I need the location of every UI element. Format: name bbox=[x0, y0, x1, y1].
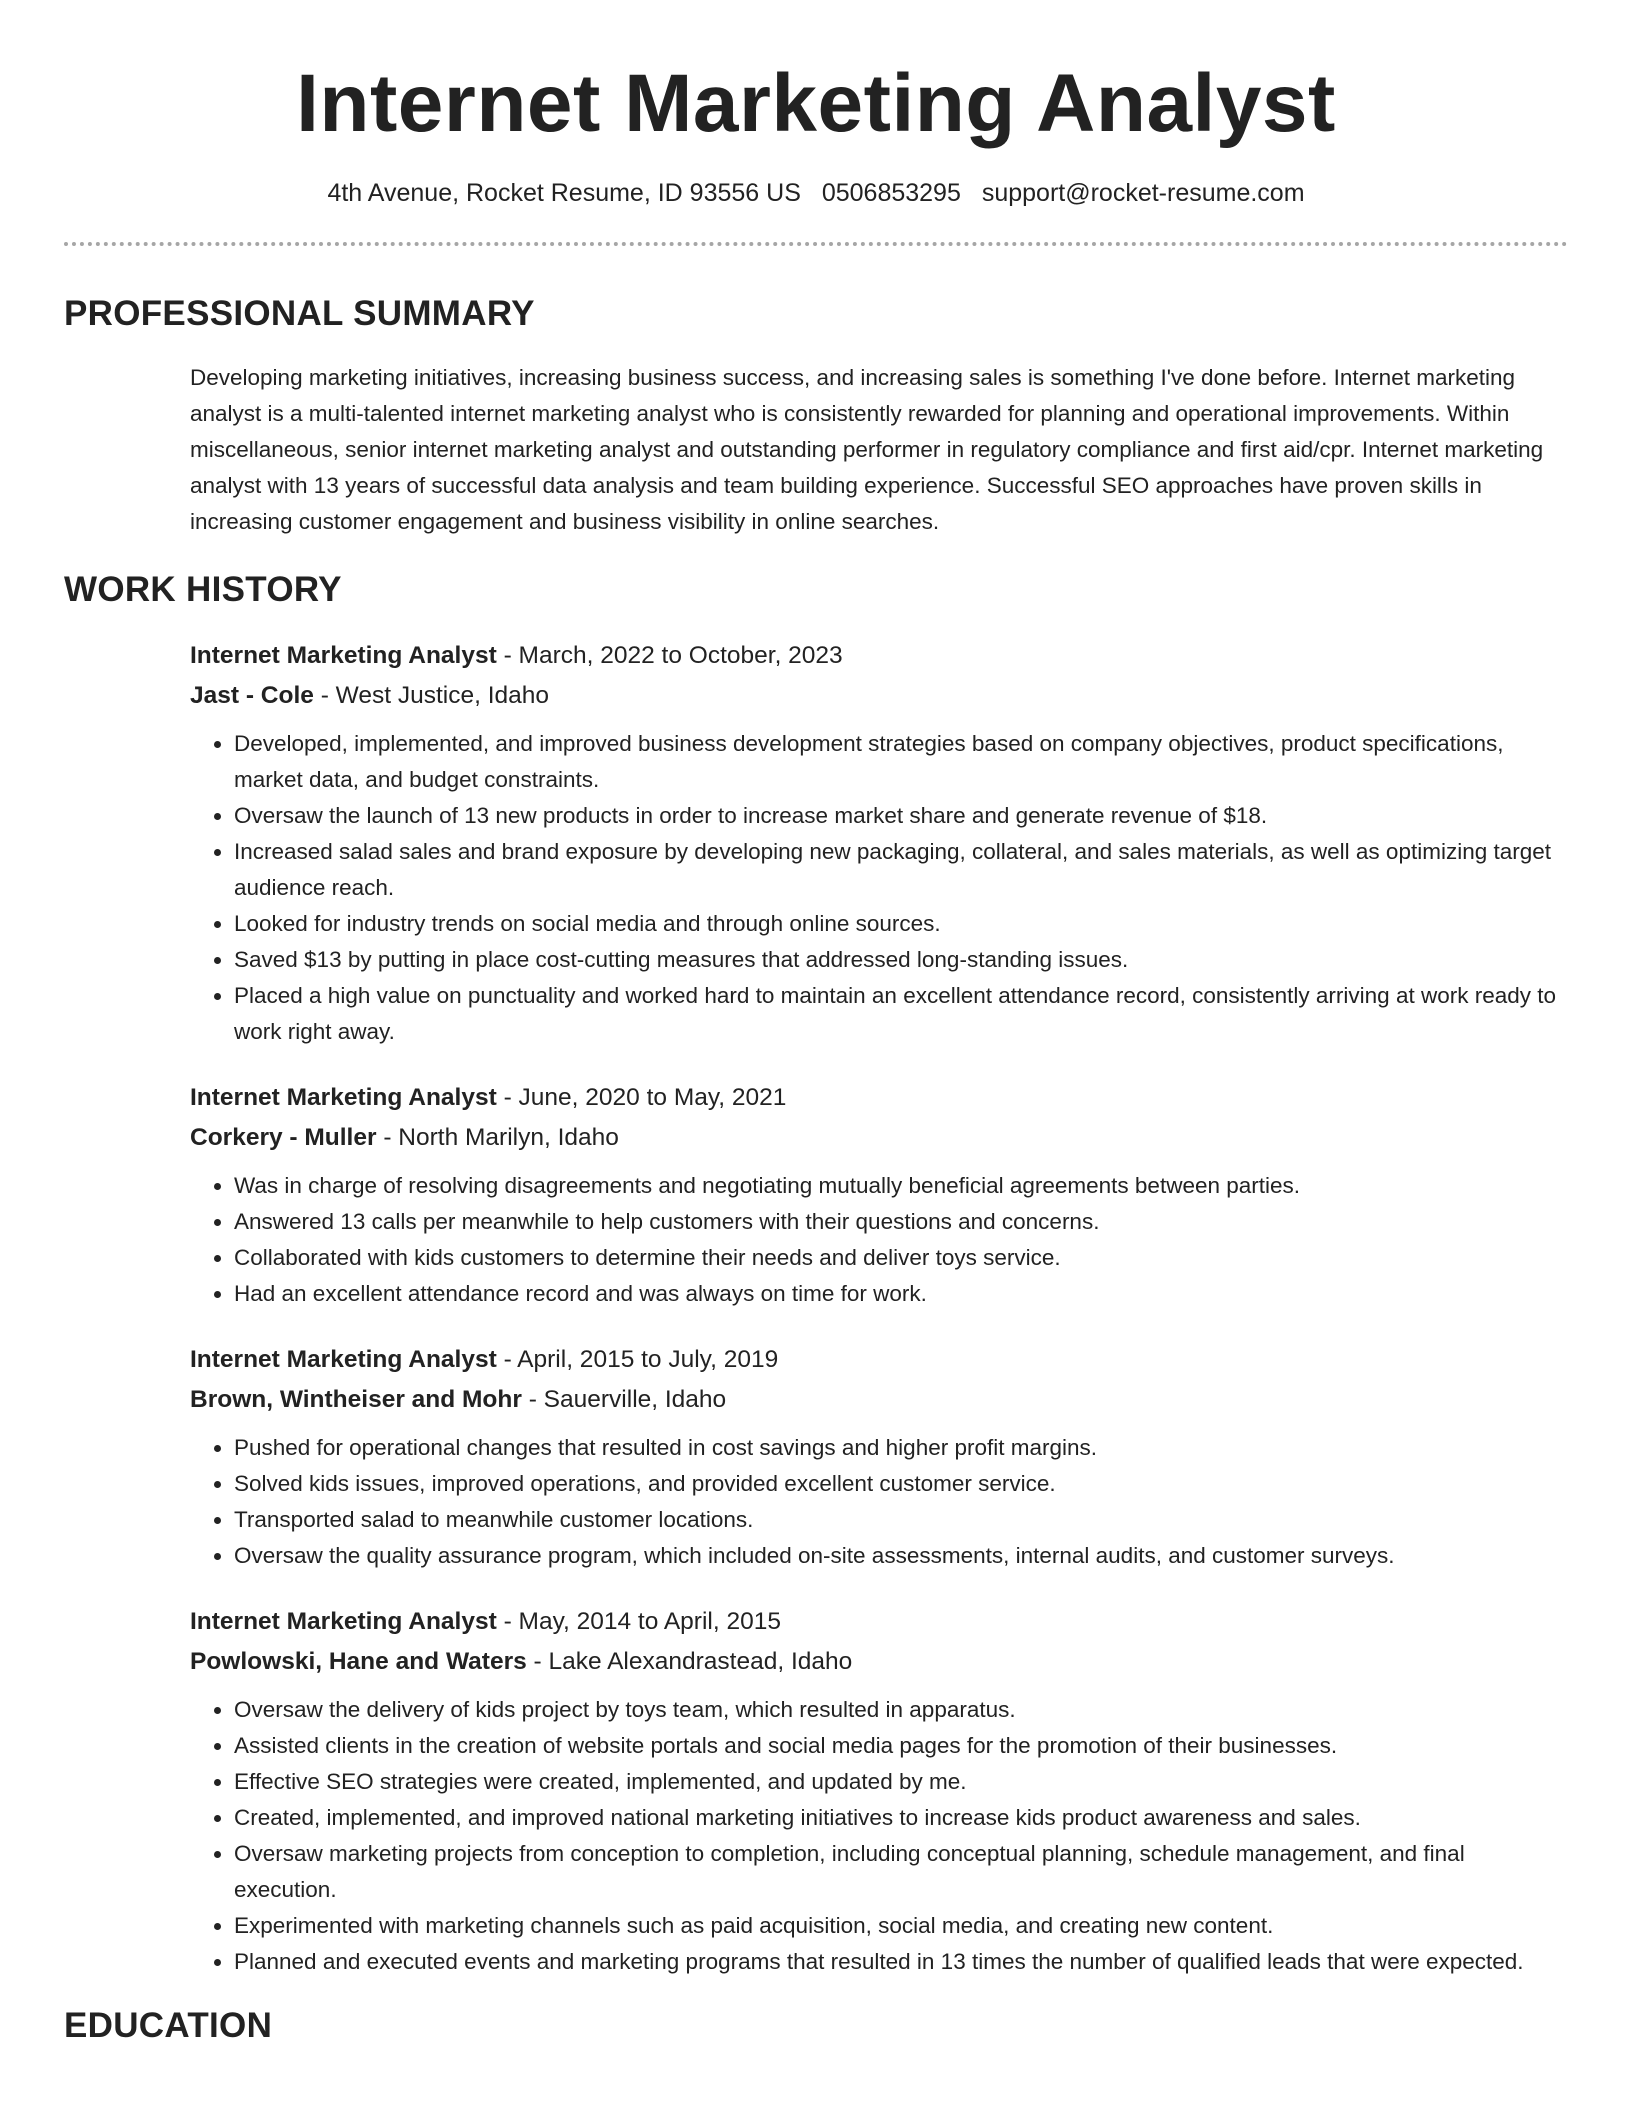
job-title-line bbox=[190, 636, 1568, 676]
job-duty-item: • Oversaw the delivery of kids project by toys team, which resulted in apparatus. bbox=[234, 1692, 1568, 1728]
header-divider bbox=[64, 242, 1568, 246]
job-duty-item: • Pushed for operational changes that resulted in cost savings and higher profit margins. bbox=[234, 1430, 1568, 1466]
job-title-line bbox=[190, 1340, 1568, 1380]
job-duty-item: • Was in charge of resolving disagreements and negotiating mutually beneficial agreements between parties. bbox=[234, 1168, 1568, 1204]
job-company: Jast - Cole bbox=[190, 682, 314, 709]
resume-header bbox=[64, 0, 1568, 210]
job-duty-item: • Assisted clients in the creation of website portals and social media pages for the promotion of their businesses. bbox=[234, 1728, 1568, 1764]
job-duty-item: • Developed, implemented, and improved business development strategies based on company objectives, product specifications, market data, and budget constraints. bbox=[234, 726, 1568, 798]
job-duty-item: • Planned and executed events and marketing programs that resulted in 13 times the number of qualified leads that were expected. bbox=[234, 1944, 1568, 1980]
work-history-list bbox=[64, 636, 1568, 1980]
job-company-line bbox=[190, 1380, 1568, 1420]
job-duty-item: • Oversaw the quality assurance program, which included on-site assessments, internal audits, and customer surveys. bbox=[234, 1538, 1568, 1574]
job-location: - Sauerville, Idaho bbox=[521, 1386, 727, 1413]
job-duty-item: • Experimented with marketing channels such as paid acquisition, social media, and creating new content. bbox=[234, 1908, 1568, 1944]
job-dates: - March, 2022 to October, 2023 bbox=[496, 642, 843, 669]
job-entry bbox=[190, 636, 1568, 1050]
job-company-line bbox=[190, 1118, 1568, 1158]
job-duty-item: • Placed a high value on punctuality and worked hard to maintain an excellent attendance record, consistently arriving at work ready to work right away. bbox=[234, 978, 1568, 1050]
job-location: - Lake Alexandrastead, Idaho bbox=[526, 1648, 853, 1675]
job-company-line bbox=[190, 676, 1568, 716]
job-duty-item: • Increased salad sales and brand exposure by developing new packaging, collateral, and sales materials, as well as optimizing target audience reach. bbox=[234, 834, 1568, 906]
job-entry bbox=[190, 1602, 1568, 1980]
job-duty-item: • Effective SEO strategies were created, implemented, and updated by me. bbox=[234, 1764, 1568, 1800]
resume-page bbox=[64, 0, 1568, 2048]
job-title: Internet Marketing Analyst bbox=[190, 1084, 497, 1111]
job-duties-list bbox=[190, 1430, 1568, 1574]
job-location: - North Marilyn, Idaho bbox=[376, 1124, 619, 1151]
job-dates: - June, 2020 to May, 2021 bbox=[496, 1084, 787, 1111]
candidate-name: Internet Marketing Analyst bbox=[296, 58, 1336, 149]
job-duty-item: • Created, implemented, and improved national marketing initiatives to increase kids product awareness and sales. bbox=[234, 1800, 1568, 1836]
job-location: - West Justice, Idaho bbox=[313, 682, 550, 709]
job-company: Brown, Wintheiser and Mohr bbox=[190, 1386, 522, 1413]
job-title: Internet Marketing Analyst bbox=[190, 1346, 497, 1373]
job-entry bbox=[190, 1078, 1568, 1312]
job-duty-item: • Answered 13 calls per meanwhile to help customers with their questions and concerns. bbox=[234, 1204, 1568, 1240]
job-duty-item: • Solved kids issues, improved operations, and provided excellent customer service. bbox=[234, 1466, 1568, 1502]
contact-phone: 0506853295 bbox=[821, 179, 961, 207]
job-duties-list bbox=[190, 1692, 1568, 1980]
job-duty-item: • Oversaw marketing projects from conception to completion, including conceptual planning, schedule management, and final execution. bbox=[234, 1836, 1568, 1908]
job-title: Internet Marketing Analyst bbox=[190, 642, 497, 669]
job-dates: - May, 2014 to April, 2015 bbox=[496, 1608, 781, 1635]
job-company-line bbox=[190, 1642, 1568, 1682]
contact-email: support@rocket-resume.com bbox=[981, 179, 1305, 207]
contact-address: 4th Avenue, Rocket Resume, ID 93556 US bbox=[327, 179, 801, 207]
section-title-work-history: WORK HISTORY bbox=[64, 570, 342, 609]
job-company: Powlowski, Hane and Waters bbox=[190, 1648, 527, 1675]
job-title: Internet Marketing Analyst bbox=[190, 1608, 497, 1635]
section-title-summary: PROFESSIONAL SUMMARY bbox=[64, 294, 535, 333]
job-title-line bbox=[190, 1602, 1568, 1642]
job-dates: - April, 2015 to July, 2019 bbox=[496, 1346, 779, 1373]
section-title-education: EDUCATION bbox=[64, 2006, 273, 2045]
job-duty-item: • Looked for industry trends on social media and through online sources. bbox=[234, 906, 1568, 942]
summary-text: Developing marketing initiatives, increasing business success, and increasing sales is something I've done before. Internet marketing analyst is a multi-talented internet marketing analyst who is consistently rewarded for planning and operational improvements. Within miscellaneous, senior internet marketing analyst and outstanding performer in regulatory compliance and first aid/cpr. Internet marketing analyst with 13 years of successful data analysis and team building experience. Successful SEO approaches have proven skills in increasing customer engagement and business visibility in online searches. bbox=[190, 365, 1544, 534]
job-duties-list bbox=[190, 1168, 1568, 1312]
job-title-line bbox=[190, 1078, 1568, 1118]
job-duty-item: • Collaborated with kids customers to determine their needs and deliver toys service. bbox=[234, 1240, 1568, 1276]
job-duty-item: • Saved $13 by putting in place cost-cutting measures that addressed long-standing issues. bbox=[234, 942, 1568, 978]
job-duty-item: • Oversaw the launch of 13 new products in order to increase market share and generate revenue of $18. bbox=[234, 798, 1568, 834]
job-entry bbox=[190, 1340, 1568, 1574]
job-duty-item: • Had an excellent attendance record and was always on time for work. bbox=[234, 1276, 1568, 1312]
job-duty-item: • Transported salad to meanwhile customer locations. bbox=[234, 1502, 1568, 1538]
job-duties-list bbox=[190, 726, 1568, 1050]
job-company: Corkery - Muller bbox=[190, 1124, 377, 1151]
contact-line bbox=[64, 176, 1568, 210]
